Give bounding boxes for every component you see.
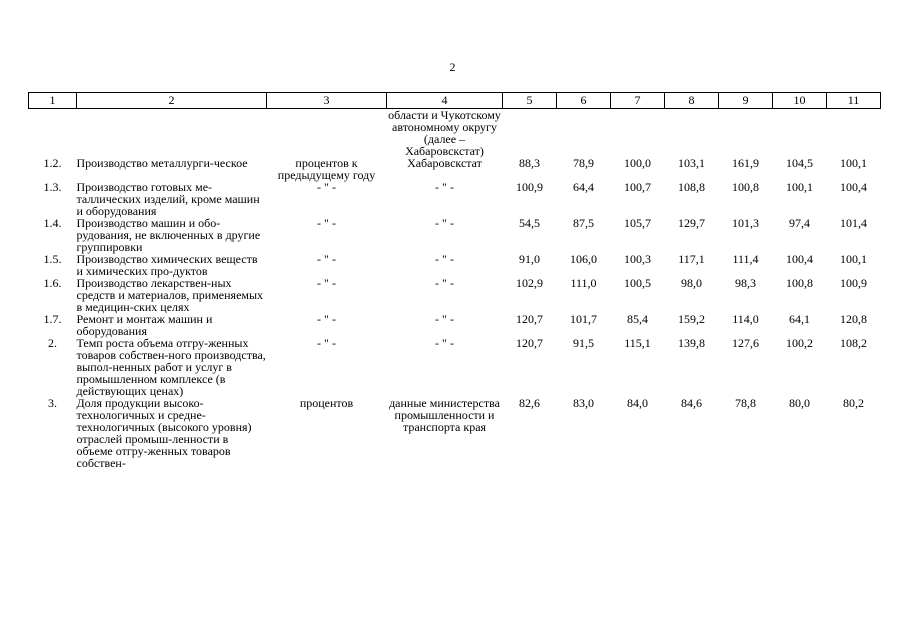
- unit: - " -: [317, 336, 336, 350]
- continuation-row: [29, 109, 881, 158]
- continuation-source: области и Чукотскому автономному округу (далее – Хабаровскстат): [388, 108, 501, 158]
- header-col-5: 5: [503, 93, 557, 109]
- value-col-11: 108,2: [840, 336, 867, 350]
- value-col-8: 129,7: [678, 216, 705, 230]
- indicators-table: [28, 92, 881, 469]
- value-col-9: 101,3: [732, 216, 759, 230]
- value-col-6: 87,5: [573, 216, 594, 230]
- unit: - " -: [317, 312, 336, 326]
- header-col-11: 11: [827, 93, 881, 109]
- value-col-10: 100,8: [786, 276, 813, 290]
- header-col-9: 9: [719, 93, 773, 109]
- value-col-9: 98,3: [735, 276, 756, 290]
- header-col-2: 2: [77, 93, 267, 109]
- header-col-8: 8: [665, 93, 719, 109]
- value-col-9: 114,0: [732, 312, 759, 326]
- indicator-name: Ремонт и монтаж машин и оборудования: [76, 312, 213, 338]
- source: - " -: [435, 336, 454, 350]
- value-col-5: 82,6: [519, 396, 540, 410]
- value-col-7: 100,7: [624, 180, 651, 194]
- header-col-6: 6: [557, 93, 611, 109]
- unit: - " -: [317, 252, 336, 266]
- row-number: 1.3.: [43, 180, 62, 194]
- row-number: 1.4.: [43, 216, 62, 230]
- value-col-8: 84,6: [681, 396, 702, 410]
- header-col-10: 10: [773, 93, 827, 109]
- value-col-6: 111,0: [570, 276, 597, 290]
- page-number: 2: [449, 60, 456, 74]
- value-col-10: 100,2: [786, 336, 813, 350]
- value-col-9: 111,4: [732, 252, 759, 266]
- indicator-name: Производство лекарствен-ных средств и материалов, применяемых в медицин-ских целях: [76, 276, 264, 314]
- indicator-name: Производство машин и обо-рудования, не включенных в другие группировки: [76, 216, 261, 254]
- unit: - " -: [317, 276, 336, 290]
- value-col-11: 101,4: [840, 216, 867, 230]
- value-col-11: 100,1: [840, 156, 867, 170]
- table-row: [29, 397, 881, 469]
- unit: процентов к предыдущему году: [277, 156, 376, 182]
- source: - " -: [435, 252, 454, 266]
- value-col-10: 100,4: [786, 252, 813, 266]
- value-col-11: 100,1: [840, 252, 867, 266]
- value-col-5: 120,7: [516, 312, 543, 326]
- value-col-7: 100,0: [624, 156, 651, 170]
- indicator-name: Производство химических веществ и химических про-дуктов: [76, 252, 258, 278]
- unit: - " -: [317, 216, 336, 230]
- source: - " -: [435, 312, 454, 326]
- value-col-8: 98,0: [681, 276, 702, 290]
- value-col-8: 108,8: [678, 180, 705, 194]
- source: Хабаровскстат: [407, 156, 482, 170]
- value-col-6: 91,5: [573, 336, 594, 350]
- value-col-6: 78,9: [573, 156, 594, 170]
- source: - " -: [435, 276, 454, 290]
- source: - " -: [435, 180, 454, 194]
- value-col-6: 64,4: [573, 180, 594, 194]
- value-col-8: 117,1: [678, 252, 705, 266]
- table-row: [29, 253, 881, 277]
- header-col-1: 1: [29, 93, 77, 109]
- value-col-9: 100,8: [732, 180, 759, 194]
- value-col-7: 105,7: [624, 216, 651, 230]
- indicator-name: Темп роста объема отгру-женных товаров собствен-ного производства, выпол-ненных работ и услуг в промышленном комплексе (в действующих ценах): [76, 336, 266, 398]
- row-number: 1.6.: [43, 276, 62, 290]
- row-number: 3.: [48, 396, 57, 410]
- header-col-3: 3: [267, 93, 387, 109]
- value-col-5: 91,0: [519, 252, 540, 266]
- indicator-name: Производство готовых ме-таллических изделий, кроме машин и оборудования: [76, 180, 260, 218]
- table-row: [29, 313, 881, 337]
- unit: процентов: [299, 396, 354, 410]
- value-col-6: 106,0: [570, 252, 597, 266]
- header-col-7: 7: [611, 93, 665, 109]
- value-col-9: 161,9: [732, 156, 759, 170]
- value-col-11: 80,2: [843, 396, 864, 410]
- value-col-7: 100,3: [624, 252, 651, 266]
- row-number: 1.5.: [43, 252, 62, 266]
- value-col-10: 64,1: [789, 312, 810, 326]
- value-col-11: 100,4: [840, 180, 867, 194]
- value-col-10: 104,5: [786, 156, 813, 170]
- value-col-9: 127,6: [732, 336, 759, 350]
- header-row: [29, 93, 881, 109]
- header-col-4: 4: [387, 93, 503, 109]
- table-row: [29, 157, 881, 181]
- value-col-5: 100,9: [516, 180, 543, 194]
- value-col-6: 83,0: [573, 396, 594, 410]
- unit: - " -: [317, 180, 336, 194]
- table-row: [29, 181, 881, 217]
- value-col-5: 88,3: [519, 156, 540, 170]
- indicator-name: Производство металлурги-ческое: [76, 156, 248, 170]
- value-col-10: 97,4: [789, 216, 810, 230]
- value-col-10: 80,0: [789, 396, 810, 410]
- value-col-11: 100,9: [840, 276, 867, 290]
- source: данные министерства промышленности и транспорта края: [389, 396, 500, 434]
- value-col-10: 100,1: [786, 180, 813, 194]
- value-col-7: 85,4: [627, 312, 648, 326]
- value-col-8: 103,1: [678, 156, 705, 170]
- table-row: [29, 337, 881, 397]
- table-row: [29, 217, 881, 253]
- value-col-7: 100,5: [624, 276, 651, 290]
- value-col-5: 102,9: [516, 276, 543, 290]
- source: - " -: [435, 216, 454, 230]
- value-col-7: 115,1: [624, 336, 651, 350]
- value-col-8: 159,2: [678, 312, 705, 326]
- row-number: 2.: [48, 336, 57, 350]
- table-row: [29, 277, 881, 313]
- row-number: 1.2.: [43, 156, 62, 170]
- row-number: 1.7.: [43, 312, 62, 326]
- value-col-11: 120,8: [840, 312, 867, 326]
- value-col-6: 101,7: [570, 312, 597, 326]
- value-col-9: 78,8: [735, 396, 756, 410]
- value-col-5: 54,5: [519, 216, 540, 230]
- value-col-7: 84,0: [627, 396, 648, 410]
- value-col-8: 139,8: [678, 336, 705, 350]
- value-col-5: 120,7: [516, 336, 543, 350]
- indicator-name: Доля продукции высоко-технологичных и средне-технологичных (высокого уровня) отраслей промыш-ленности в объеме отгру-женных товаров собствен-: [76, 396, 252, 470]
